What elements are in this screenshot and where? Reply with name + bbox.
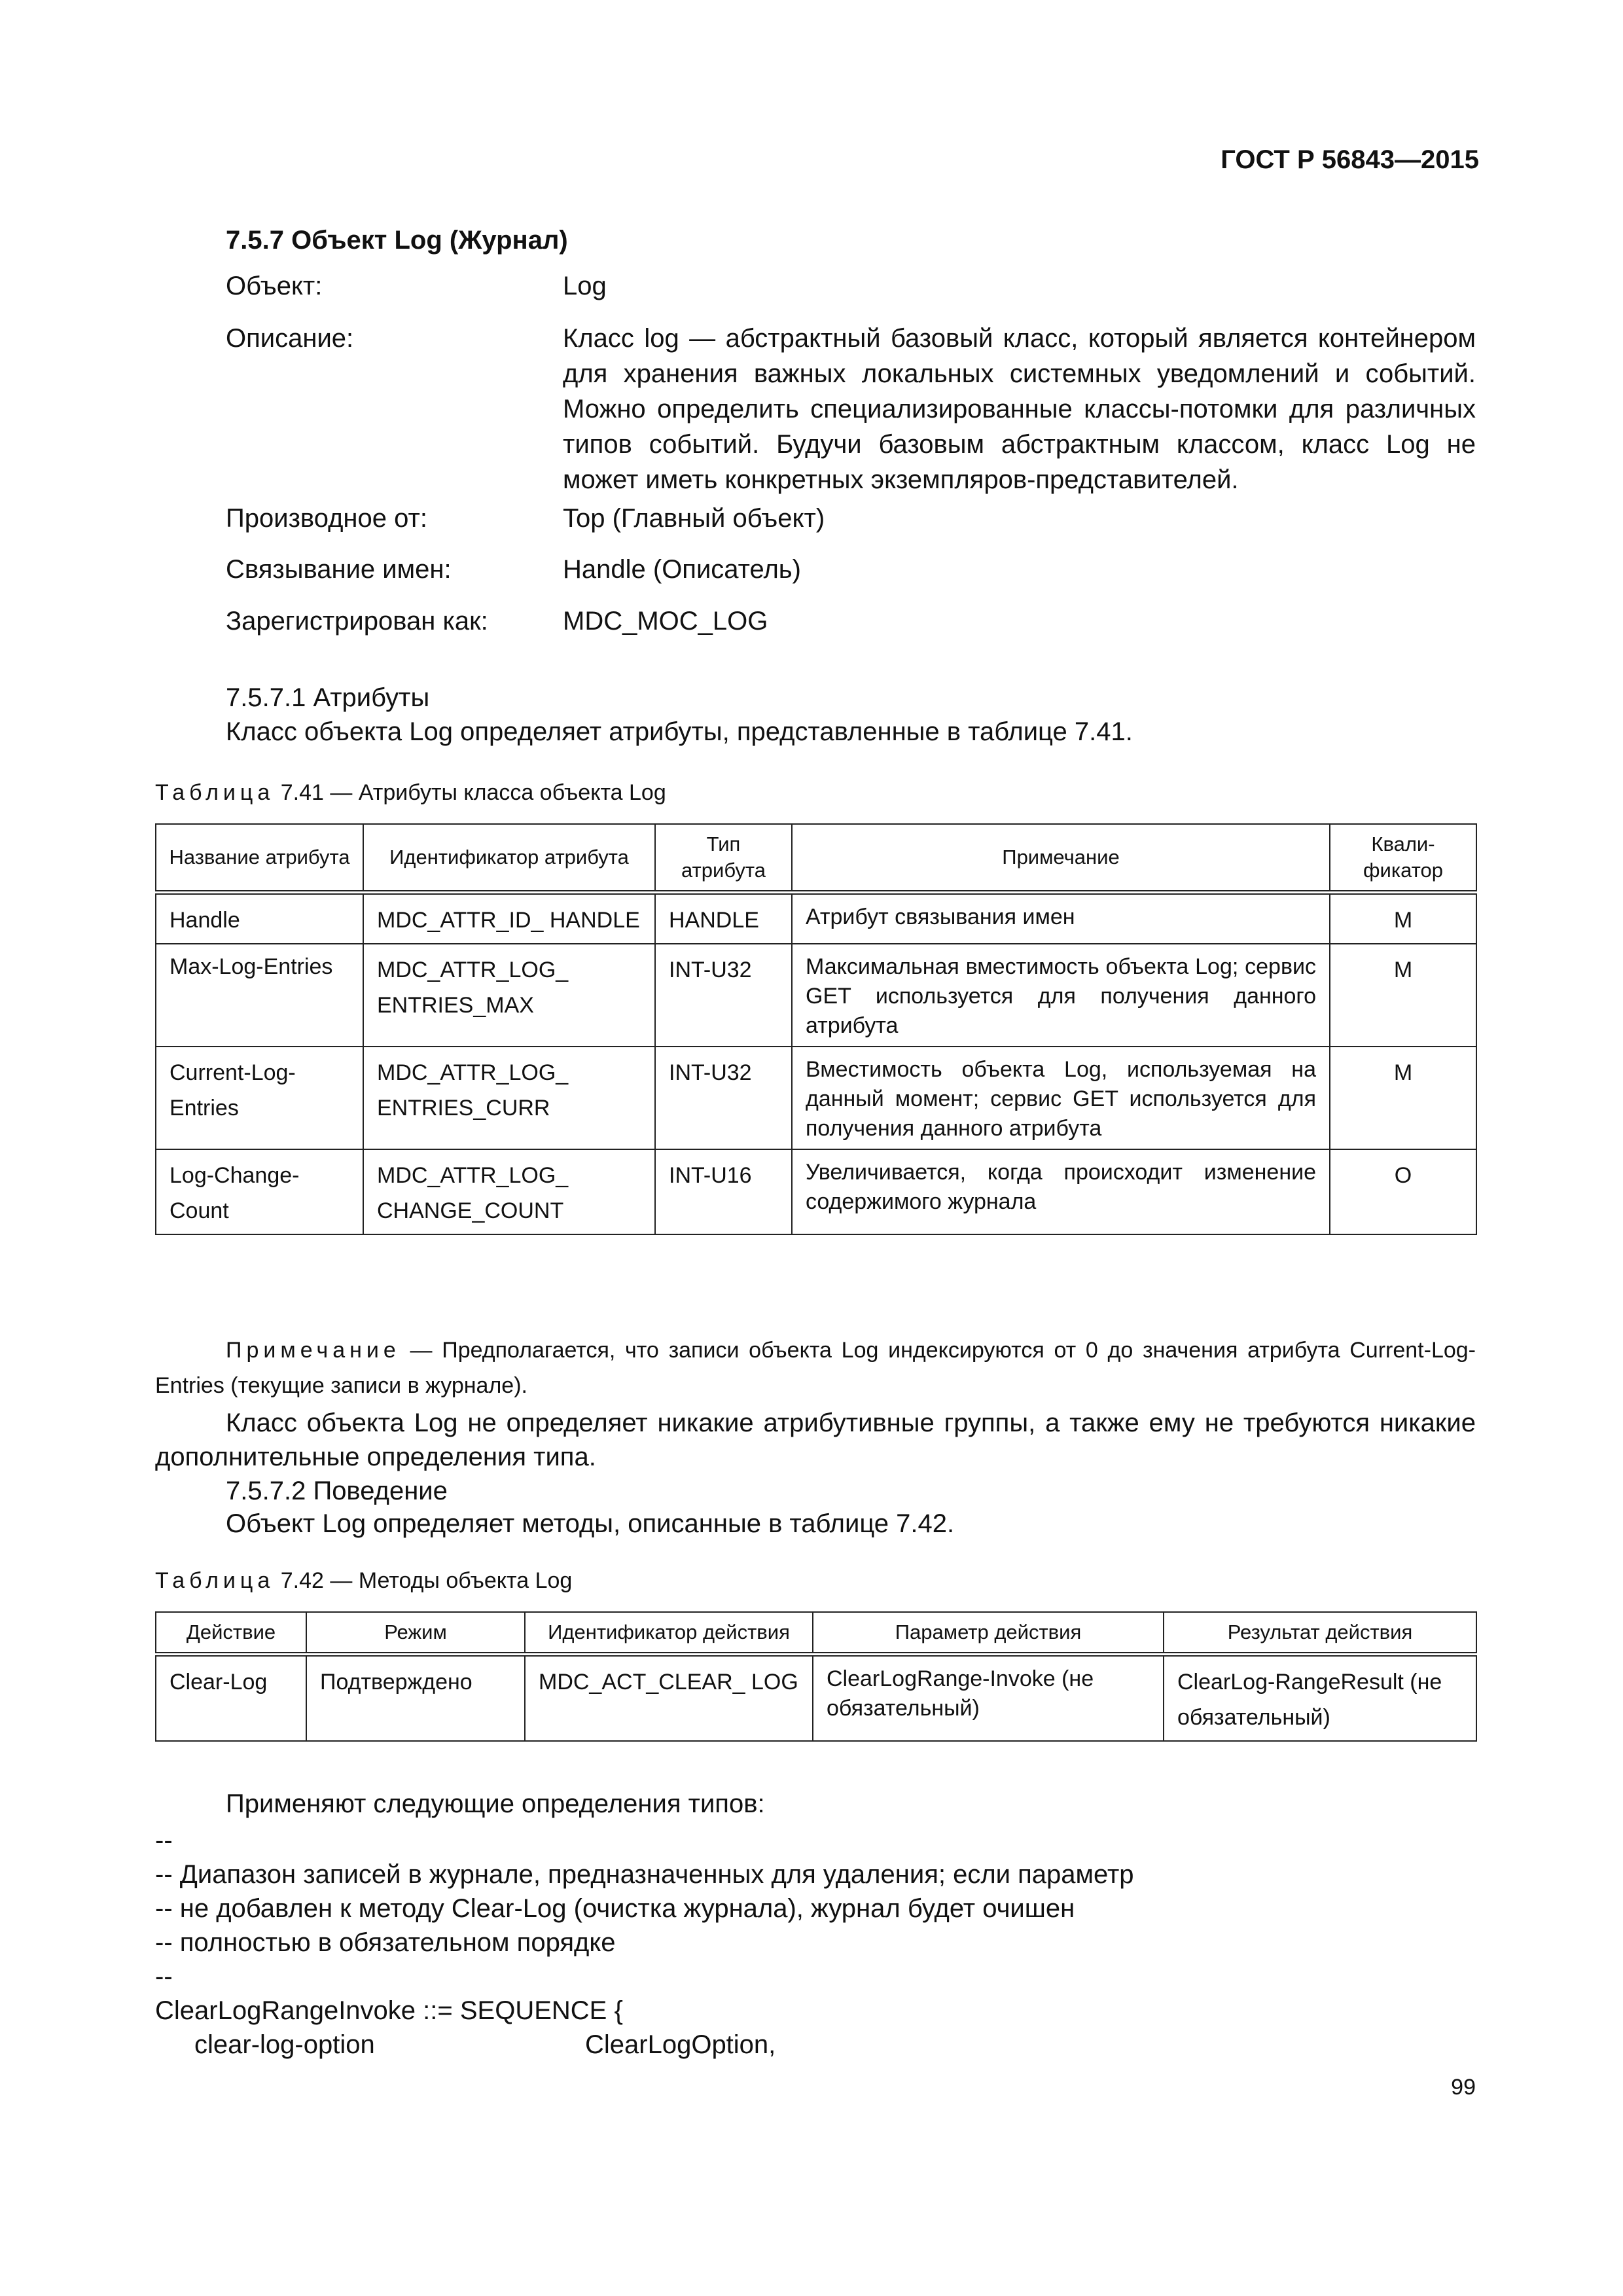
column-header: Примечание xyxy=(792,824,1330,893)
attribute-qualifier: M xyxy=(1330,893,1476,944)
field-value: Handle (Описатель) xyxy=(563,555,801,584)
field-value: Класс log — абстрактный базовый класс, который является контейнером для хранения важных локальных системных уведомлений и событий. Можно определить специализированные классы-потомки для различных типов событий. Будучи базовым абстрактным классом, класс Log не может иметь конкретных экземпляров-представителей. xyxy=(563,324,1476,494)
table-row xyxy=(156,944,1476,1047)
method-mode: Подтверждено xyxy=(306,1655,525,1742)
table-41-attributes xyxy=(155,823,1477,1235)
code-line-field xyxy=(155,2028,1134,2062)
code-line: -- Диапазон записей в журнале, предназначенных для удаления; если параметр xyxy=(155,1860,1134,1889)
code-block xyxy=(155,1823,1134,2062)
code-line: -- не добавлен к методу Clear-Log (очистка журнала), журнал будет очишен xyxy=(155,1894,1075,1923)
attribute-id: MDC_ATTR_LOG_ ENTRIES_MAX xyxy=(363,944,655,1047)
note-label: Примечание xyxy=(226,1338,401,1363)
column-header: Название атрибута xyxy=(156,824,363,893)
type-definitions-intro: Применяют следующие определения типов: xyxy=(226,1789,765,1818)
caption-text: 7.41 — Атрибуты класса объекта Log xyxy=(280,780,666,805)
field-label: Описание: xyxy=(226,324,354,353)
field-registered-as xyxy=(226,603,1476,639)
field-label: Связывание имен: xyxy=(226,555,452,584)
code-line: -- полностью в обязательном порядке xyxy=(155,1928,616,1957)
caption-prefix: Таблица xyxy=(155,780,275,805)
page-number: 99 xyxy=(1451,2075,1476,2100)
field-value: Top (Главный объект) xyxy=(563,504,825,533)
attribute-note: Максимальная вместимость объекта Log; сервис GET используется для получения данного атрибута xyxy=(792,944,1330,1047)
code-field-name: clear-log-option xyxy=(194,2030,375,2059)
caption-text: 7.42 — Методы объекта Log xyxy=(280,1568,573,1593)
note-text: — Предполагается, что записи объекта Log индексируются от 0 до значения атрибута Current-Log-Entries (текущие записи в журнале). xyxy=(155,1338,1476,1398)
code-line: ClearLogRangeInvoke ::= SEQUENCE { xyxy=(155,1996,623,2025)
attribute-name: Max-Log-Entries xyxy=(156,944,363,1047)
column-header: Тип атрибута xyxy=(655,824,792,893)
table-42-methods xyxy=(155,1611,1477,1742)
code-field-type: ClearLogOption, xyxy=(585,2030,776,2059)
table-row xyxy=(156,1655,1476,1742)
attribute-type: INT-U16 xyxy=(655,1149,792,1234)
attribute-name: Log-Change-Count xyxy=(156,1149,363,1234)
field-derived-from xyxy=(226,501,1476,536)
attributes-intro: Класс объекта Log определяет атрибуты, представленные в таблице 7.41. xyxy=(226,717,1133,746)
table-header-row xyxy=(156,824,1476,893)
table-header-row xyxy=(156,1612,1476,1655)
method-id: MDC_ACT_CLEAR_ LOG xyxy=(525,1655,813,1742)
field-label: Производное от: xyxy=(226,504,427,533)
column-header: Квали-фикатор xyxy=(1330,824,1476,893)
attribute-id: MDC_ATTR_LOG_ ENTRIES_CURR xyxy=(363,1047,655,1149)
table-42-caption xyxy=(155,1568,572,1594)
column-header: Результат действия xyxy=(1164,1612,1476,1655)
attribute-type: HANDLE xyxy=(655,893,792,944)
code-line: -- xyxy=(155,1962,173,1991)
method-action: Clear-Log xyxy=(156,1655,306,1742)
column-header: Идентификатор атрибута xyxy=(363,824,655,893)
field-name-binding xyxy=(226,552,1476,587)
field-object xyxy=(226,268,1476,304)
behavior-heading: 7.5.7.2 Поведение xyxy=(226,1477,448,1505)
column-header: Режим xyxy=(306,1612,525,1655)
caption-prefix: Таблица xyxy=(155,1568,275,1593)
attribute-note: Атрибут связывания имен xyxy=(792,893,1330,944)
behavior-intro: Объект Log определяет методы, описанные в таблице 7.42. xyxy=(226,1509,955,1538)
attribute-qualifier: M xyxy=(1330,1047,1476,1149)
attribute-name: Handle xyxy=(156,893,363,944)
attribute-type: INT-U32 xyxy=(655,944,792,1047)
document-standard-number: ГОСТ Р 56843—2015 xyxy=(1221,145,1479,174)
attribute-qualifier: O xyxy=(1330,1149,1476,1234)
field-description xyxy=(226,321,1476,497)
attribute-name: Current-Log-Entries xyxy=(156,1047,363,1149)
attributes-heading: 7.5.7.1 Атрибуты xyxy=(226,683,430,712)
table-row xyxy=(156,1047,1476,1149)
field-value: Log xyxy=(563,272,607,300)
column-header: Параметр действия xyxy=(813,1612,1164,1655)
code-line: -- xyxy=(155,1826,173,1855)
table-row xyxy=(156,893,1476,944)
table-41-caption xyxy=(155,780,666,806)
method-parameter: ClearLogRange-Invoke (не обязательный) xyxy=(813,1655,1164,1742)
attribute-id: MDC_ATTR_ID_ HANDLE xyxy=(363,893,655,944)
attribute-id: MDC_ATTR_LOG_ CHANGE_COUNT xyxy=(363,1149,655,1234)
field-value: MDC_MOC_LOG xyxy=(563,607,768,636)
attribute-type: INT-U32 xyxy=(655,1047,792,1149)
attribute-qualifier: M xyxy=(1330,944,1476,1047)
attribute-note: Вместимость объекта Log, используемая на данный момент; сервис GET используется для получения данного атрибута xyxy=(792,1047,1330,1149)
column-header: Действие xyxy=(156,1612,306,1655)
field-label: Зарегистрирован как: xyxy=(226,607,488,636)
no-attribute-groups-paragraph: Класс объекта Log не определяет никакие атрибутивные группы, а также ему не требуются никакие дополнительные определения типа. xyxy=(155,1408,1476,1471)
table-row xyxy=(156,1149,1476,1234)
method-result: ClearLog-RangeResult (не обязательный) xyxy=(1164,1655,1476,1742)
attribute-note: Увеличивается, когда происходит изменение содержимого журнала xyxy=(792,1149,1330,1234)
column-header: Идентификатор действия xyxy=(525,1612,813,1655)
field-label: Объект: xyxy=(226,272,323,300)
section-title: 7.5.7 Объект Log (Журнал) xyxy=(226,226,568,255)
table-41-note xyxy=(155,1333,1476,1403)
